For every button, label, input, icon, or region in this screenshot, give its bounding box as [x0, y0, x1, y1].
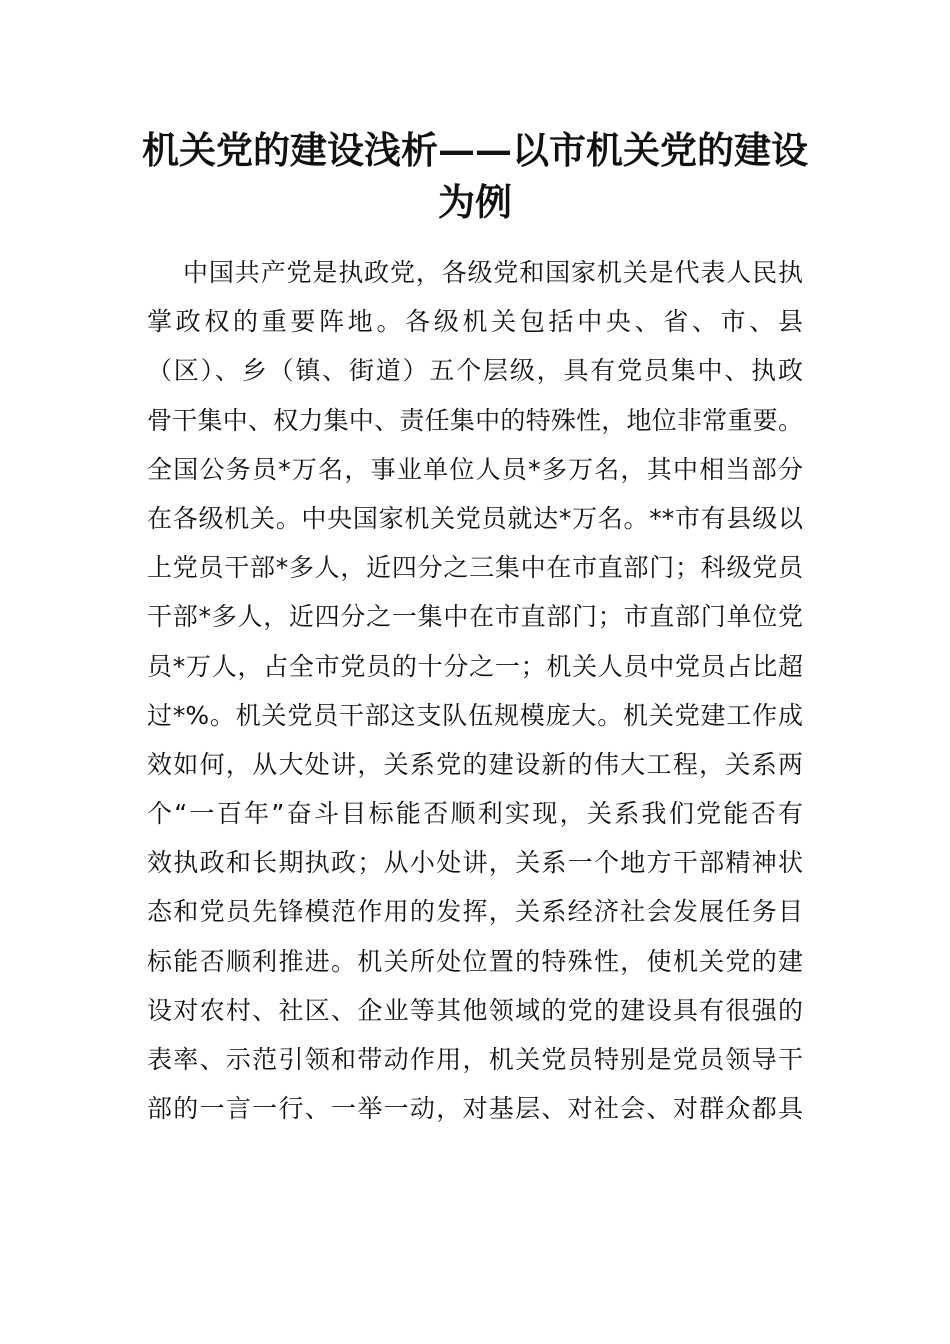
paragraph-line: 掌政权的重要阵地。各级机关包括中央、省、市、县	[147, 307, 803, 337]
paragraph-line: 过*%。机关党员干部这支队伍规模庞大。机关党建工作成	[147, 700, 803, 730]
paragraph-line: 标能否顺利推进。机关所处位置的特殊性，使机关党的建	[147, 946, 803, 976]
document-title	[140, 124, 810, 228]
paragraph-line: 效如何，从大处讲，关系党的建设新的伟大工程，关系两	[147, 749, 803, 779]
paragraph-line: 设对农村、社区、企业等其他领域的党的建设具有很强的	[147, 995, 803, 1025]
paragraph-line: 中国共产党是执政党，各级党和国家机关是代表人民执	[183, 258, 803, 287]
title-line: 为例	[438, 180, 512, 224]
paragraph-line: 态和党员先锋模范作用的发挥，关系经济社会发展任务目	[147, 897, 803, 927]
paragraph-line: 个“一百年”奋斗目标能否顺利实现，关系我们党能否有	[147, 799, 803, 829]
paragraph-line: 骨干集中、权力集中、责任集中的特殊性，地位非常重要。	[147, 405, 803, 435]
paragraph-line: 全国公务员*万名，事业单位人员*多万名，其中相当部分	[147, 454, 803, 484]
paragraph-line: 干部*多人，近四分之一集中在市直部门；市直部门单位党	[147, 602, 803, 632]
paragraph-line: 部的一言一行、一举一动，对基层、对社会、对群众都具	[147, 1094, 803, 1124]
paragraph-line: （区）、乡（镇、街道）五个层级，具有党员集中、执政	[147, 356, 803, 386]
paragraph-line: 在各级机关。中央国家机关党员就达*万名。**市有县级以	[147, 503, 803, 533]
paragraph-line: 上党员干部*多人，近四分之三集中在市直部门；科级党员	[147, 553, 803, 583]
paragraph-line: 效执政和长期执政；从小处讲，关系一个地方干部精神状	[147, 848, 803, 878]
paragraph-line: 表率、示范引领和带动作用，机关党员特别是党员领导干	[147, 1045, 803, 1074]
title-line: 机关党的建设浅析——以市机关党的建设	[142, 128, 808, 172]
paragraph-line: 员*万人，占全市党员的十分之一；机关人员中党员占比超	[147, 651, 803, 681]
body-paragraph	[147, 248, 803, 1133]
